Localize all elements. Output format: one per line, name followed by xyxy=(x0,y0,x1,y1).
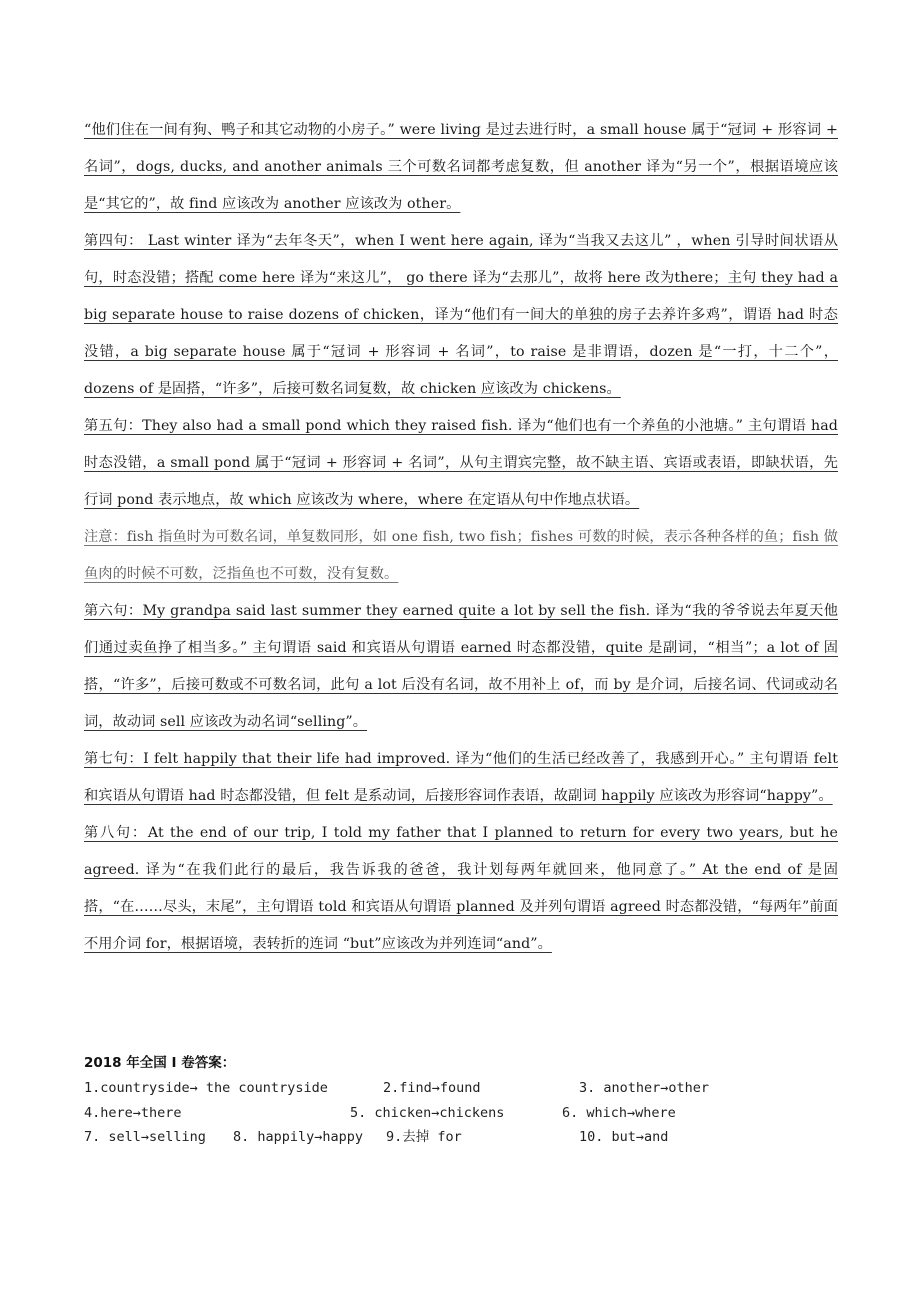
answer-item-10: 10. but→and xyxy=(579,1129,669,1145)
answer-row xyxy=(84,1076,844,1101)
answer-item-6: 6. which→where xyxy=(562,1104,676,1121)
answer-item-4: 4.here→there xyxy=(84,1104,182,1121)
answer-item-5: 5. chicken→chickens xyxy=(350,1104,505,1121)
answer-item-1: 1.countryside→ the countryside xyxy=(84,1080,328,1096)
explanation-body xyxy=(84,112,838,963)
answer-key-title: 2018 年全国 I 卷答案： xyxy=(84,1055,236,1071)
answer-item-7: 7. sell→selling xyxy=(84,1129,206,1145)
answer-row xyxy=(84,1125,844,1150)
answer-item-8: 8. happily→happy xyxy=(233,1129,364,1145)
paragraph-sentence-8: 第八句：At the end of our trip, I told my father that I planned to return for every two years, but he agreed. 译为“在我们此行的最后，我告诉我的爸爸，我计划每两年就回来，他同意了。” At the end of 是固搭，“在……尽头，末尾”，主句谓语 told 和宾语从句谓语 planned 及并列句谓语 agreed 时态都没错，“每两年”前面不用介词 for，根据语境，表转折的连词 “but”应该改为并列连词“and”。 xyxy=(84,825,838,952)
answer-item-2: 2.find→found xyxy=(383,1080,481,1096)
paragraph-sentence-3-continued: “他们住在一间有狗、鸭子和其它动物的小房子。” were living 是过去进行时，a small house 属于“冠词 + 形容词 + 名词”，dogs, ducks, and another animals 三个可数名词都考虑复数，但 another 译为“另一个”，根据语境应该是“其它的”，故 find 应该改为 another 应该改为 other。 xyxy=(84,122,838,212)
paragraph-sentence-5: 第五句：They also had a small pond which they raised fish. 译为“他们也有一个养鱼的小池塘。” 主句谓语 had 时态没错，a small pond 属于“冠词 + 形容词 + 名词”，从句主谓宾完整，故不缺主语、宾语或表语，即缺状语，先行词 pond 表示地点，故 which 应该改为 where，where 在定语从句中作地点状语。 xyxy=(84,418,838,508)
paragraph-note-fish: 注意：fish 指鱼时为可数名词，单复数同形，如 one fish, two fish；fishes 可数的时候，表示各种各样的鱼；fish 做鱼肉的时候不可数，泛指鱼也不可数，没有复数。 xyxy=(84,529,838,582)
answer-key xyxy=(84,1052,844,1150)
answer-row xyxy=(84,1101,844,1126)
paragraph-sentence-6: 第六句：My grandpa said last summer they earned quite a lot by sell the fish. 译为“我的爷爷说去年夏天他们通过卖鱼挣了相当多。” 主句谓语 said 和宾语从句谓语 earned 时态都没错，quite 是副词，“相当”；a lot of 固搭，“许多”，后接可数或不可数名词，此句 a lot 后没有名词，故不用补上 of，而 by 是介词，后接名词、代词或动名词，故动词 sell 应该改为动名词“selling”。 xyxy=(84,603,838,730)
paragraph-sentence-7: 第七句：I felt happily that their life had improved. 译为“他们的生活已经改善了，我感到开心。” 主句谓语 felt 和宾语从句谓语 had 时态都没错，但 felt 是系动词，后接形容词作表语，故副词 happily 应该改为形容词“happy”。 xyxy=(84,751,838,804)
paragraph-sentence-4: 第四句： Last winter 译为“去年冬天”，when I went here again, 译为“当我又去这儿” ，when 引导时间状语从句，时态没错；搭配 come here 译为“来这儿”， go there 译为“去那儿”，故将 here 改为there；主句 they had a big separate house to raise dozens of chicken，译为“他们有一间大的单独的房子去养许多鸡”，谓语 had 时态没错，a big separate house 属于“冠词 + 形容词 + 名词”，to raise 是非谓语，dozen 是“一打，十二个”，dozens of 是固搭，“许多”，后接可数名词复数，故 chicken 应该改为 chickens。 xyxy=(84,233,838,397)
answer-item-9: 9.去掉 for xyxy=(386,1129,462,1145)
answer-item-3: 3. another→other xyxy=(579,1080,710,1096)
